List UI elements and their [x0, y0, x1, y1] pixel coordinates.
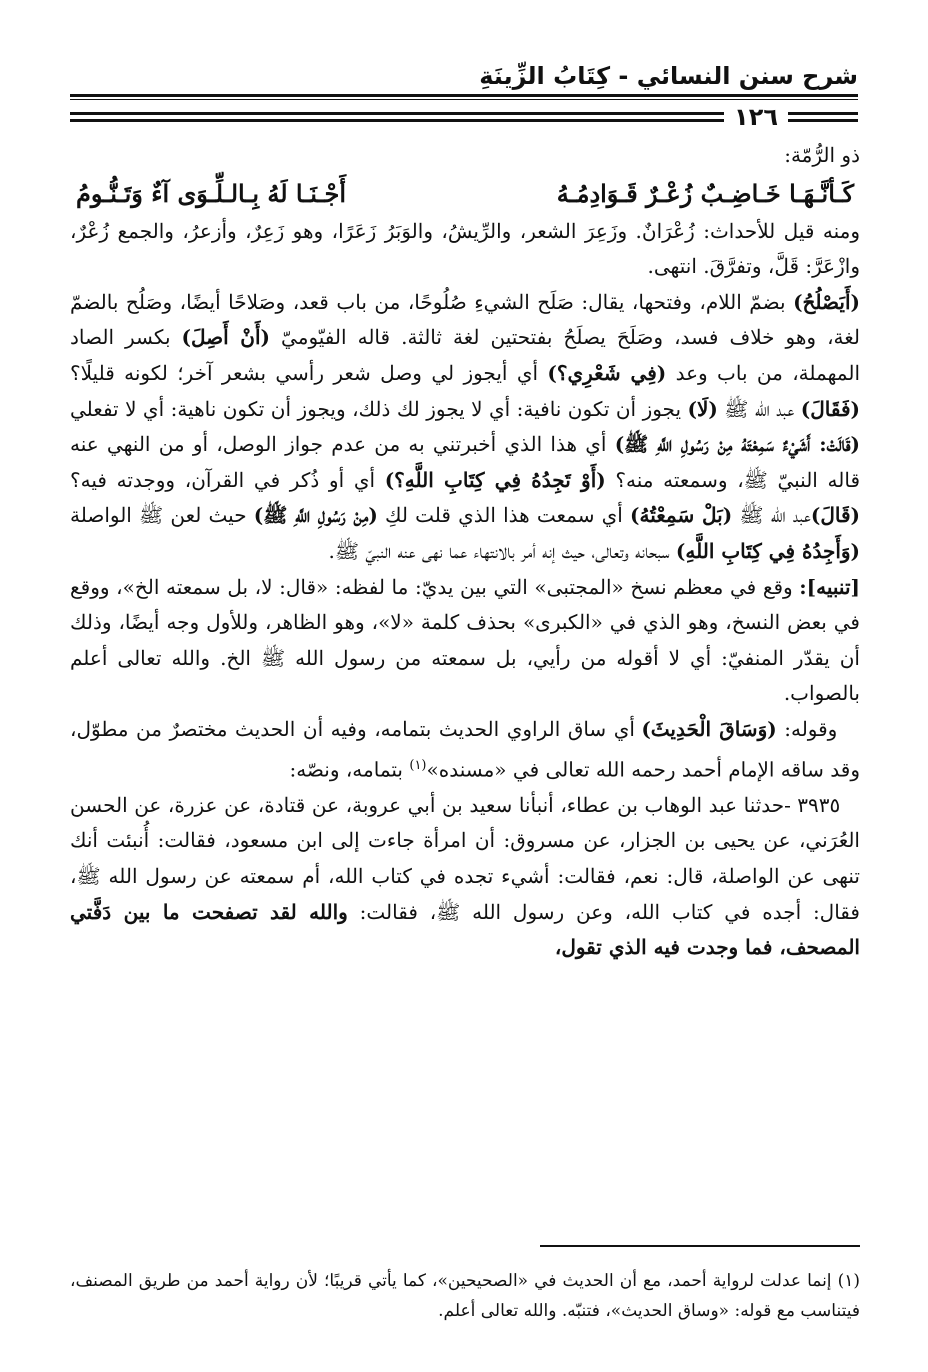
note-text: وقع في معظم نسخ «المجتبى» التي بين يديّ: ما لفظه: «قال: لا، بل سمعته الخ»، ووقع في بعض النسخ، وهو الذي في «الكبرى» بحذف كلمة «لا»، وهو الظاهر، وللأول وجه أيضًا، وذلك أن يقدّر المنفيّ: أي لا أقوله من رأيي، بل سمعته من رسول الله ﷺ الخ. والله تعالى أعلم بالصواب. — [70, 574, 860, 706]
page-number-bars-right — [788, 112, 858, 122]
header-rule-thick — [70, 94, 858, 97]
commentary-text: أي سمعت هذا الذي قلت لكِ — [377, 503, 631, 528]
running-header — [70, 56, 858, 90]
lemma: (فِي شَعْرِي؟) — [547, 360, 667, 385]
verse-intro: ذو الرُّمّة: — [784, 143, 860, 167]
lemma: (قَالَ) — [810, 503, 860, 528]
commentary-text: عبد الله ﷺ — [717, 396, 801, 421]
header-rule-thin — [70, 99, 858, 100]
commentary-text: بكسر الصاد المهملة، من باب وعد — [70, 325, 860, 385]
page-number: ١٢٦ — [734, 103, 778, 131]
commentary-text: يجوز أن تكون نافية: أي لا يجوز لك ذلك، ويجوز أن تكون ناهية: أي لا تفعلي — [70, 396, 688, 421]
commentary-text: أي أو ذُكر في القرآن، ووجدته فيه؟ — [70, 467, 385, 492]
paragraph-commentary — [70, 285, 860, 570]
hadith-text: -حدثنا عبد الوهاب بن عطاء، أنبأنا سعيد بن أبي عروبة، عن قتادة، عن عزرة، عن الحسن العُرَني، عن يحيى بن الجزار، عن مسروق: أن امرأة جاءت إلى ابن مسعود، فقالت: أُنبئت أنك تنهى عن الواصلة، قال: نعم، فقالت: أشيء تجده في كتاب الله، أم سمعته عن رسول الله ﷺ، فقال: أجده في كتاب الله، وعن رسول الله ﷺ، فقالت: — [70, 792, 860, 924]
footnote-rule — [540, 1245, 860, 1247]
verse-first-hemistich: كَـأنَّـهَـا خَـاضِـبٌ زُعْـرٌ قَـوَادِمُـهُ — [556, 178, 854, 208]
lemma: (لَا) — [687, 396, 718, 421]
running-header-title: شرح سنن النسائي - كِتَابُ الزِّينَةِ — [479, 62, 858, 90]
lemma: (قَالَتْ: أَشَيْءٌ سَمِعْتَهُ مِنْ رَسُولِ اللَّهِ ﷺ) — [614, 432, 860, 457]
lemma: (بَلْ سَمِعْتُهُ) — [630, 503, 733, 528]
commentary-text: وقوله: — [776, 716, 838, 741]
lemma: (وَأَجِدُهُ فِي كِتَابِ اللَّهِ) — [675, 538, 860, 563]
lemma: (وَسَاقَ الْحَدِيثَ) — [641, 716, 777, 741]
note-label: [تنبيه]: — [799, 574, 860, 599]
paragraph-hadith — [70, 788, 860, 966]
commentary-text: أي ساق الراوي الحديث بتمامه، وفيه أن الحديث مختصرٌ من مطوّل، وقد ساقه الإمام أحمد رحمه الله تعالى في «مسنده» — [70, 716, 860, 782]
commentary-text: أي هذا الذي أخبرتني به من عدم جواز الوصل، أو من النهي عنه قاله النبيّ ﷺ، وسمعته منه؟ — [70, 432, 861, 492]
paragraph-hadith-context — [70, 712, 860, 788]
commentary-text: أي أيجوز لي وصل شعر رأسي بشعر آخر؛ لكونه قليلًا؟ — [70, 360, 548, 385]
verse-second-hemistich: أَجْـنَـا لَهُ بِـالـلِّـوَى آءٌ وَتَـنُّـومُ — [76, 178, 347, 208]
commentary-text: سبحانه وتعالى، حيث إنه أمر بالانتهاء عما نهى عنه النبيّ ﷺ. — [328, 538, 676, 563]
commentary-text: عبد الله ﷺ — [732, 503, 811, 528]
paragraph-note — [70, 570, 860, 712]
lemma: (أَيَصْلُحُ) — [793, 289, 860, 314]
lemma: (مِنْ رَسُولِ اللَّهِ ﷺ) — [253, 503, 378, 528]
hadith-number: ٣٩٣٥ — [797, 792, 841, 817]
footnote-ref[interactable]: (١) — [409, 757, 427, 773]
hadith-text-bold: والله لقد تصفحت ما بين دَفَّتي المصحف، فما وجدت فيه الذي تقول، — [70, 899, 860, 960]
commentary-text: حيث لعن ﷺ الواصلة — [70, 503, 254, 528]
page-number-bars-left — [70, 112, 724, 122]
paragraph-lexical: ومنه قيل للأحداث: زُعْرَانٌ. وزَعِرَ الشعر، والرِّيشُ، والوَبَرُ زَعَرًا، وهو زَعِرٌ، وأزعرُ، والجمع زُعْرٌ، وازْعَرَّ: قَلَّ، وتفرَّقَ. انتهى. — [70, 218, 860, 279]
lemma: (أَوْ تَجِدُهُ فِي كِتَابِ اللَّهِ؟) — [384, 467, 606, 492]
page-number-row — [70, 104, 858, 130]
commentary-text: بضمّ اللام، وفتحها، يقال: صَلَح الشيءِ صُلُوحًا، من باب قعد، وصَلاحًا أيضًا، وصَلُح بالضمّ لغة، وهو خلاف فسد، وصَلَحَ يصلَحُ بفتحتين لغة ثالثة. قاله الفيّوميّ — [70, 289, 860, 350]
poetry-verse — [70, 174, 860, 214]
main-text — [70, 138, 860, 966]
commentary-text: بتمامه، ونصّه: — [289, 757, 410, 782]
lemma: (فَقَالَ) — [800, 396, 860, 421]
lemma: (أَنْ أَصِلَ) — [181, 325, 271, 350]
footnote: (١) إنما عدلت لرواية أحمد، مع أن الحديث في «الصحيحين»، كما يأتي قريبًا؛ لأن رواية أحمد من طريق المصنف، فيتناسب مع قوله: «وساق الحديث»، فتنبّه. والله تعالى أعلم. — [70, 1271, 860, 1321]
